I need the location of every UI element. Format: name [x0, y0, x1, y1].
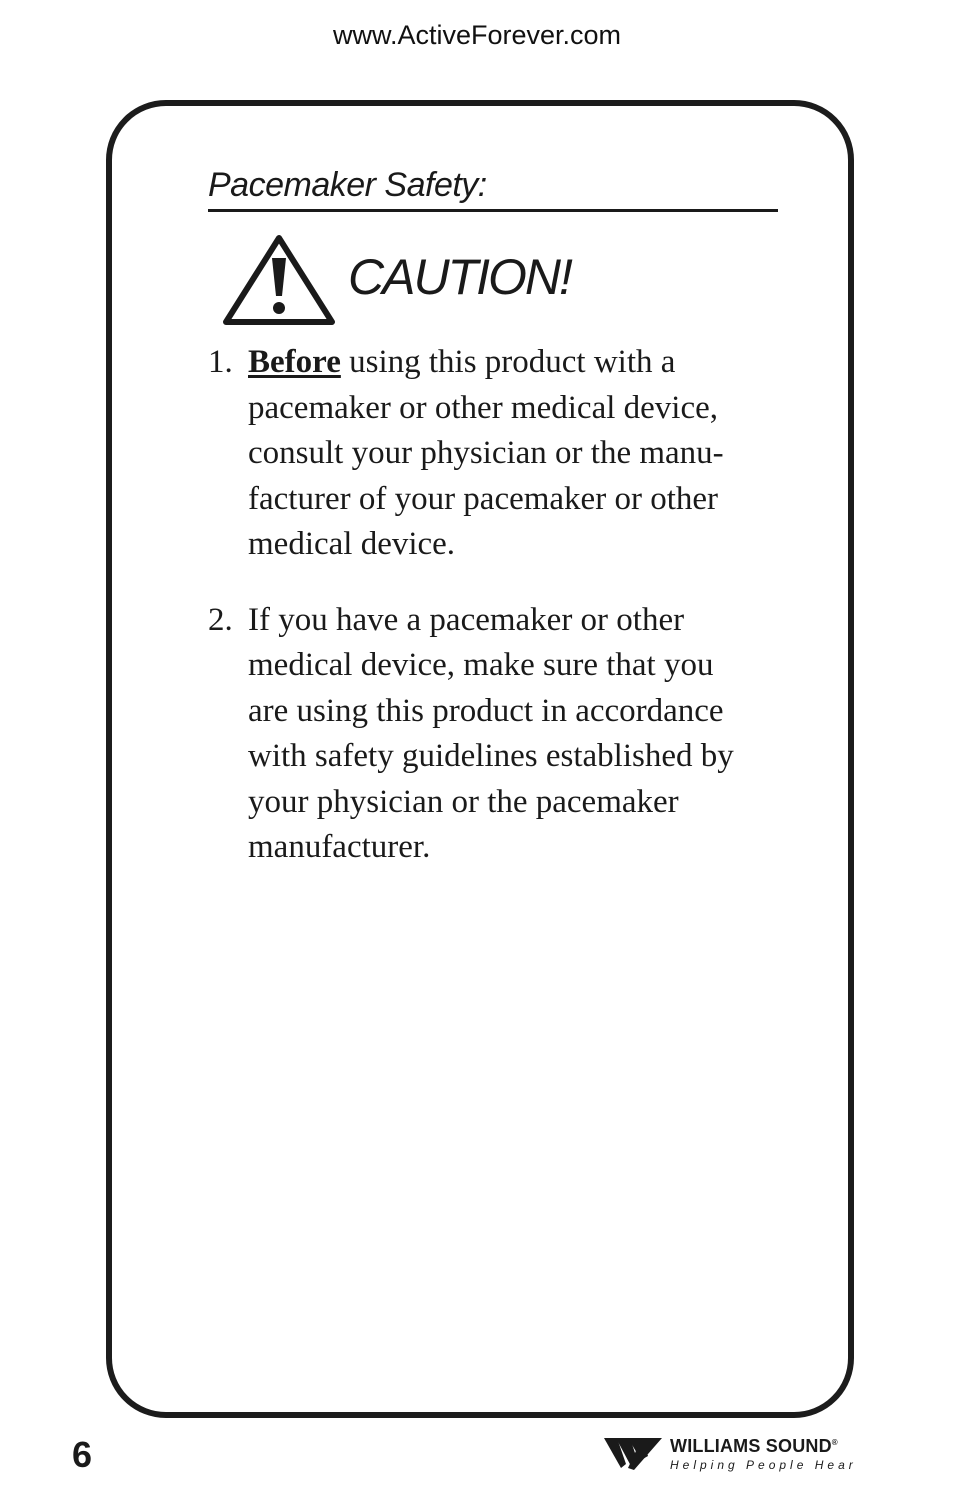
warning-triangle-icon: [220, 232, 338, 328]
brand-logo: [604, 1432, 857, 1473]
item-line: manufacturer.: [248, 829, 431, 865]
list-item: [208, 340, 768, 568]
item-line: are using this product in accordance: [248, 692, 724, 729]
brand-name-wrap: [670, 1432, 857, 1457]
safety-list: [208, 340, 768, 871]
williams-sound-logo-icon: [604, 1434, 662, 1472]
item-line: medical device, make sure that you: [248, 647, 714, 683]
item-line: with safety guidelines established by: [248, 738, 734, 774]
item-line: If you have a pacemaker or other: [248, 601, 685, 638]
page-number: 6: [72, 1434, 93, 1475]
brand-name: WILLIAMS SOUND: [670, 1436, 832, 1456]
item-line: facturer of your pacemaker or other: [248, 480, 718, 517]
item-number: 2.: [208, 601, 233, 638]
item-text: [248, 598, 768, 871]
section-title: Pacemaker Safety:: [208, 166, 778, 212]
site-url: www.ActiveForever.com: [332, 20, 622, 50]
item-number: 1.: [208, 344, 233, 380]
caution-banner: [220, 232, 571, 328]
item-line: pacemaker or other medical device,: [248, 389, 718, 426]
list-item: [208, 598, 768, 871]
item-line: [248, 340, 768, 386]
item-line: your physician or the pacemaker: [248, 783, 679, 820]
item-line-text: using this product with a: [340, 344, 676, 380]
brand-text: [670, 1432, 857, 1473]
brand-tagline: Helping People Hear: [670, 1458, 857, 1472]
item-line: consult your physician or the manu-: [248, 435, 724, 471]
item-line: medical device.: [248, 526, 456, 562]
item-emphasis: Before: [248, 344, 341, 380]
registered-mark: ®: [831, 1438, 838, 1447]
item-text: [248, 340, 768, 568]
caution-heading: CAUTION!: [348, 249, 571, 305]
